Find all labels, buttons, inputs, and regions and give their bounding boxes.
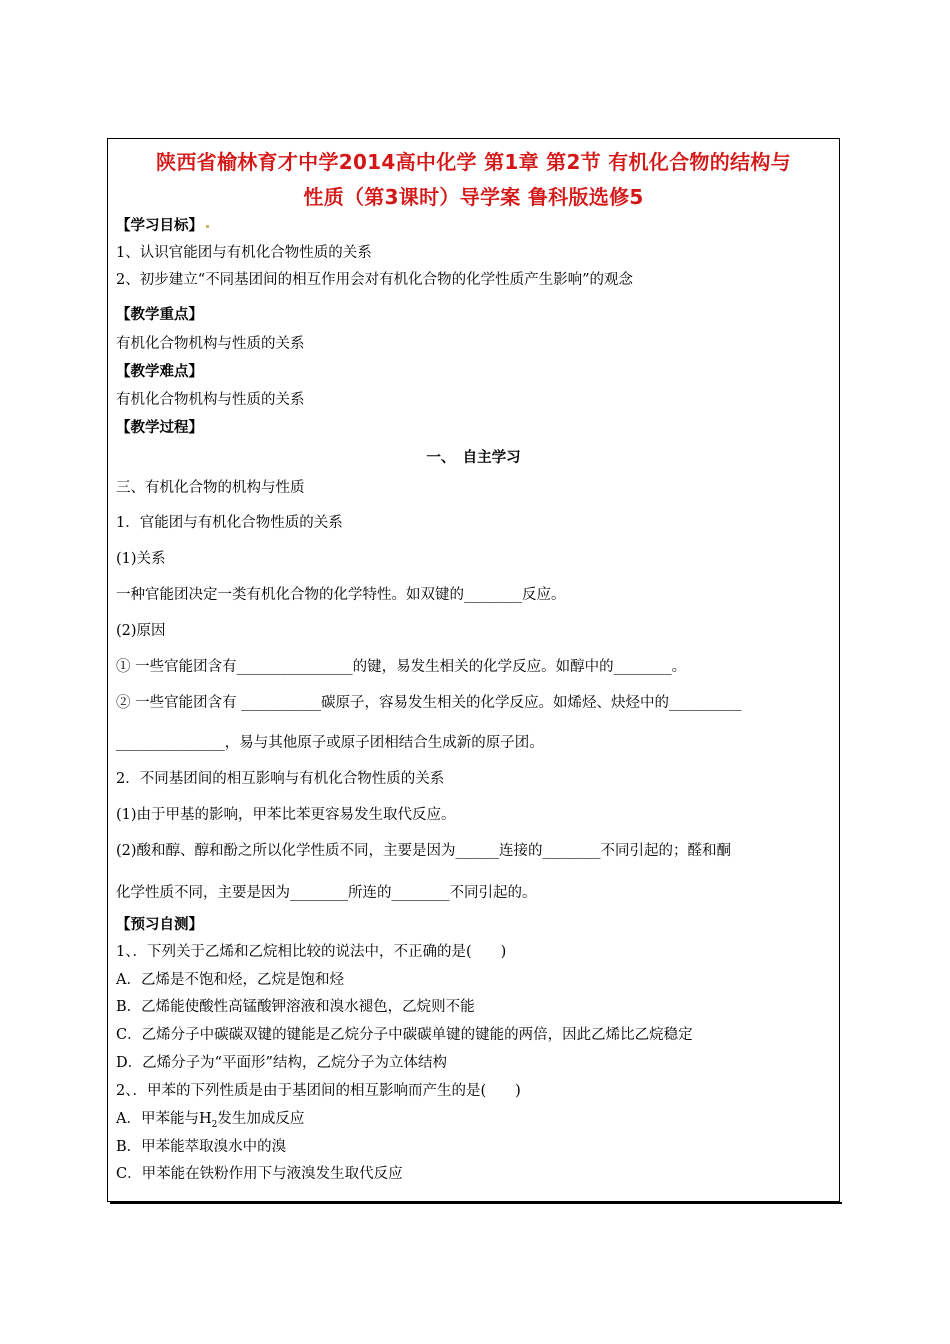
body-line: ② 一些官能团含有 ___________碳原子，容易发生相关的化学反应。如烯烃、炔烃中的__________	[116, 695, 742, 711]
body-line: (1)由于甲基的影响，甲苯比苯更容易发生取代反应。	[116, 807, 456, 823]
question-option: C．甲苯能在铁粉作用下与液溴发生取代反应	[116, 1166, 403, 1182]
body-line: 2．不同基团间的相互影响与有机化合物性质的关系	[116, 771, 445, 787]
title-line-1: 陕西省榆林育才中学2014高中化学 第1章 第2节 有机化合物的结构与	[156, 150, 791, 174]
process-heading: 【教学过程】	[116, 420, 203, 436]
self-test-heading: 【预习自测】	[116, 917, 203, 933]
body-line: 1．官能团与有机化合物性质的关系	[116, 515, 343, 531]
question-option: D．乙烯分子为“平面形”结构，乙烷分子为立体结构	[116, 1055, 447, 1071]
section-title: 一、 自主学习	[426, 450, 521, 466]
question-option: A．甲苯能与$H_2$发生加成反应	[116, 1111, 305, 1130]
body-line: (2)酸和醇、醇和酚之所以化学性质不同，主要是因为______连接的________不同引起的；醛和酮	[116, 843, 732, 859]
dot-mark	[206, 225, 209, 228]
difficulties-heading: 【教学难点】	[116, 364, 203, 380]
body-line: 化学性质不同，主要是因为________所连的________不同引起的。	[116, 885, 537, 901]
question-option: B．乙烯能使酸性高锰酸钾溶液和溴水褪色，乙烷则不能	[116, 999, 475, 1015]
key-points-heading: 【教学重点】	[116, 307, 203, 323]
question-option: B．甲苯能萃取溴水中的溴	[116, 1139, 287, 1155]
objectives-heading: 【学习目标】	[116, 216, 209, 236]
title-line-2: 性质（第3课时）导学案 鲁科版选修5	[303, 185, 644, 209]
body-line: _______________，易与其他原子或原子团相结合生成新的原子团。	[116, 735, 544, 751]
objective-item: 1、认识官能团与有机化合物性质的关系	[116, 245, 372, 261]
objective-item: 2、初步建立“不同基团间的相互作用会对有机化合物的化学性质产生影响”的观念	[116, 272, 634, 288]
key-points-text: 有机化合物机构与性质的关系	[116, 336, 305, 352]
question-option: A．乙烯是不饱和烃，乙烷是饱和烃	[116, 972, 344, 988]
body-line: (2)原因	[116, 623, 166, 639]
body-line: 一种官能团决定一类有机化合物的化学特性。如双键的________反应。	[116, 587, 566, 603]
body-line: (1)关系	[116, 551, 166, 567]
body-line: 三、有机化合物的机构与性质	[116, 480, 305, 496]
question-stem: 1、．下列关于乙烯和乙烷相比较的说法中，不正确的是( )	[116, 944, 507, 960]
question-stem: 2、．甲苯的下列性质是由于基团间的相互影响而产生的是( )	[116, 1083, 521, 1099]
difficulties-text: 有机化合物机构与性质的关系	[116, 392, 305, 408]
body-line: ① 一些官能团含有________________的键，易发生相关的化学反应。如醇中的________。	[116, 659, 687, 675]
question-option: C．乙烯分子中碳碳双键的键能是乙烷分子中碳碳单键的键能的两倍，因此乙烯比乙烷稳定	[116, 1027, 693, 1043]
